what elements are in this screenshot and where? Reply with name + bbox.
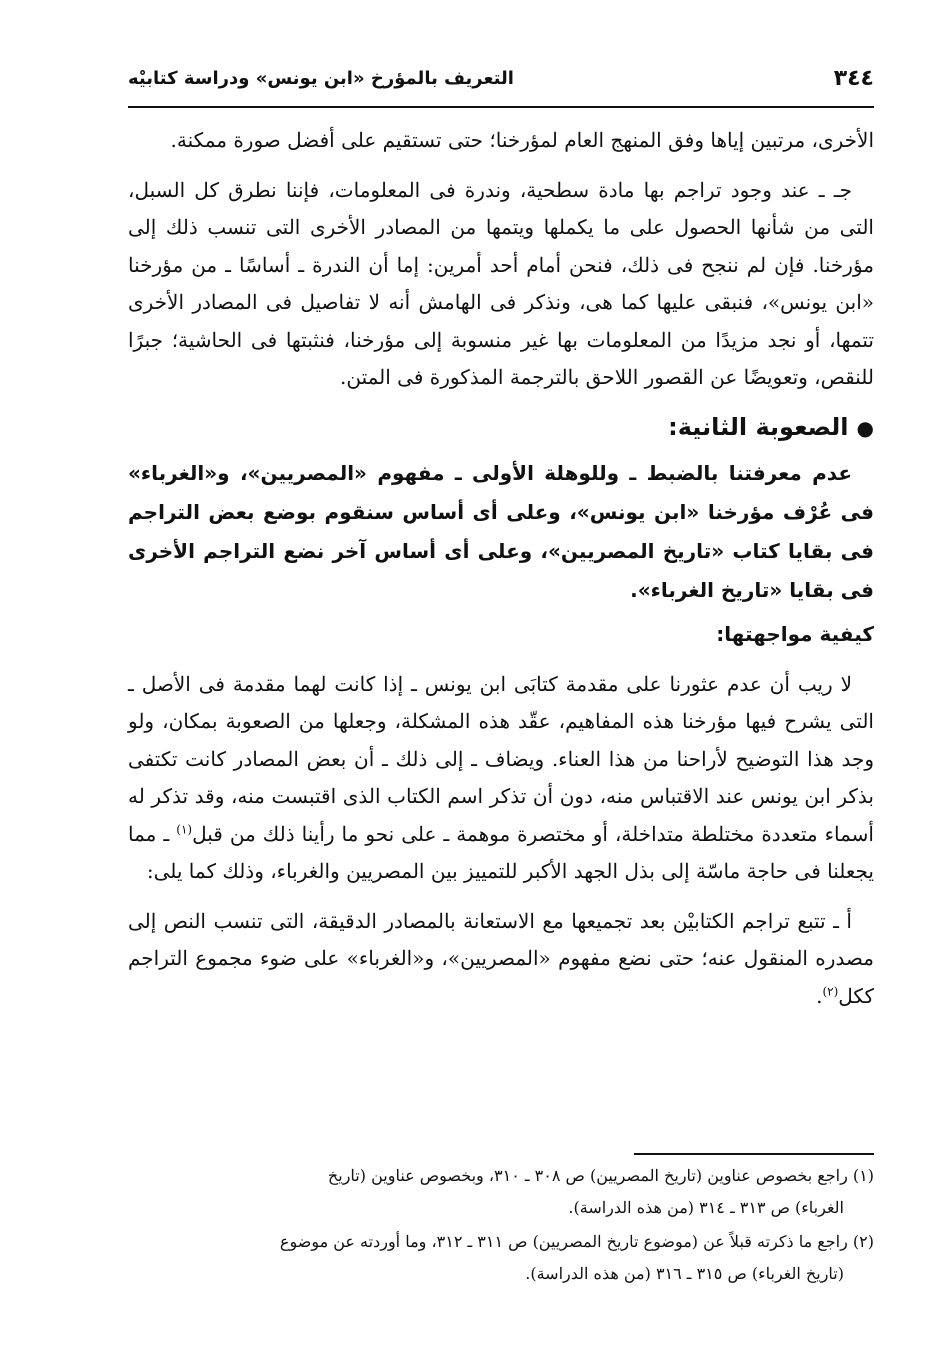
page-header <box>128 64 874 104</box>
footnotes <box>128 1160 874 1290</box>
body-text <box>128 122 874 1015</box>
footnote-2-line-1: (٢) راجع ما ذكرته قبلاً عن (موضوع تاريخ المصريين) ص ٣١١ ـ ٣١٢، وما أوردته عن موضوع <box>279 1232 874 1251</box>
footnote-1-line-1: (١) راجع بخصوص عناوين (تاريخ المصريين) ص ٣٠٨ ـ ٣١٠، وبخصوص عناوين (تاريخ <box>327 1166 874 1185</box>
section-heading-text: الصعوبة الثانية: <box>668 412 849 441</box>
footnote-ref-2[interactable]: (٢) <box>822 983 839 998</box>
paragraph-jim: جـ ـ عند وجود تراجم بها مادة سطحية، وندرة فى المعلومات، فإننا نطرق كل السبل، التى من شأنها الحصول على ما يكملها ويتمها من المصادر الأخرى التى تنسب ذلك إلى مؤرخنا. فإن لم ننجح فى ذلك، فنحن أمام أحد أمرين: إما أن الندرة ـ أساسًا ـ من مؤرخنا «ابن يونس»، فنبقى عليها كما هى، ونذكر فى الهامش أنه لا تفاصيل فى المصادر الأخرى تتمها، أو نجد مزيدًا من المعلومات بها غير منسوبة إلى مؤرخنا، فنثبتها فى الحاشية؛ جبرًا للنقص، وتعويضًا عن القصور اللاحق بالترجمة المذكورة فى المتن. <box>128 177 874 389</box>
running-title: التعريف بالمؤرخ «ابن يونس» ودراسة كتابيْه <box>128 68 514 89</box>
footnote-ref-1[interactable]: (١) <box>176 821 193 836</box>
footnote-2-line-2: (تاريخ الغرباء) ص ٣١٥ ـ ٣١٦ (من هذه الدراسة). <box>525 1264 844 1283</box>
footnote-rule <box>634 1153 874 1155</box>
footnote-1 <box>128 1160 874 1224</box>
paragraph-alif <box>128 903 874 1016</box>
paragraph-solution <box>128 666 874 891</box>
difficulty-statement: عدم معرفتنا بالضبط ـ وللوهلة الأولى ـ مفهوم «المصريين»، و«الغرباء» فى عُرْف مؤرخنا «ابن يونس»، وعلى أى أساس سنقوم بوضع بعض التراجم فى بقايا كتاب «تاريخ المصريين»، وعلى أى أساس آخر نضع التراجم الأخرى فى بقايا «تاريخ الغرباء». <box>128 460 874 602</box>
header-rule <box>128 106 874 108</box>
subheading: كيفية مواجهتها: <box>716 621 874 646</box>
footnote-2 <box>128 1226 874 1290</box>
footnote-1-line-2: الغرباء) ص ٣١٣ ـ ٣١٤ (من هذه الدراسة). <box>568 1198 844 1217</box>
page-number: ٣٤٤ <box>833 66 874 91</box>
bullet-icon: ● <box>856 415 874 440</box>
section-heading <box>128 405 874 450</box>
paragraph-alif-end: . <box>816 983 823 1008</box>
paragraph-continuation: الأخرى، مرتبين إياها وفق المنهج العام لمؤرخنا؛ حتى تستقيم على أفضل صورة ممكنة. <box>170 128 874 152</box>
paragraph-solution-text-b: ـ مما يجعلنا فى حاجة ماسّة إلى بذل الجهد الأكبر للتمييز بين المصريين والغرباء، وذلك كما يلى: <box>128 821 874 883</box>
paragraph-alif-text: أ ـ تتبع تراجم الكتابيْن بعد تجميعها مع الاستعانة بالمصادر الدقيقة، التى تنسب النص إلى مصدره المنقول عنه؛ حتى نضع مفهوم «المصريين»، و«الغرباء» على ضوء مجموع التراجم ككل <box>128 908 874 1008</box>
paragraph-solution-text-a: لا ريب أن عدم عثورنا على مقدمة كتابَى ابن يونس ـ إذا كانت لهما مقدمة فى الأصل ـ التى يشرح فيها مؤرخنا هذه المفاهيم، عقّد هذه المشكلة، وجعلها من الصعوبة بمكان، ولو وجد هذا التوضيح لأراحنا من هذا العناء. ويضاف ـ إلى ذلك ـ أن بعض المصادر كانت تكتفى بذكر ابن يونس عند الاقتباس منه، دون أن تذكر اسم الكتاب الذى اقتبست منه، وقد تذكر له أسماء متعددة مختلطة متداخلة، أو مختصرة موهمة ـ على نحو ما رأينا ذلك من قبل <box>128 671 874 846</box>
